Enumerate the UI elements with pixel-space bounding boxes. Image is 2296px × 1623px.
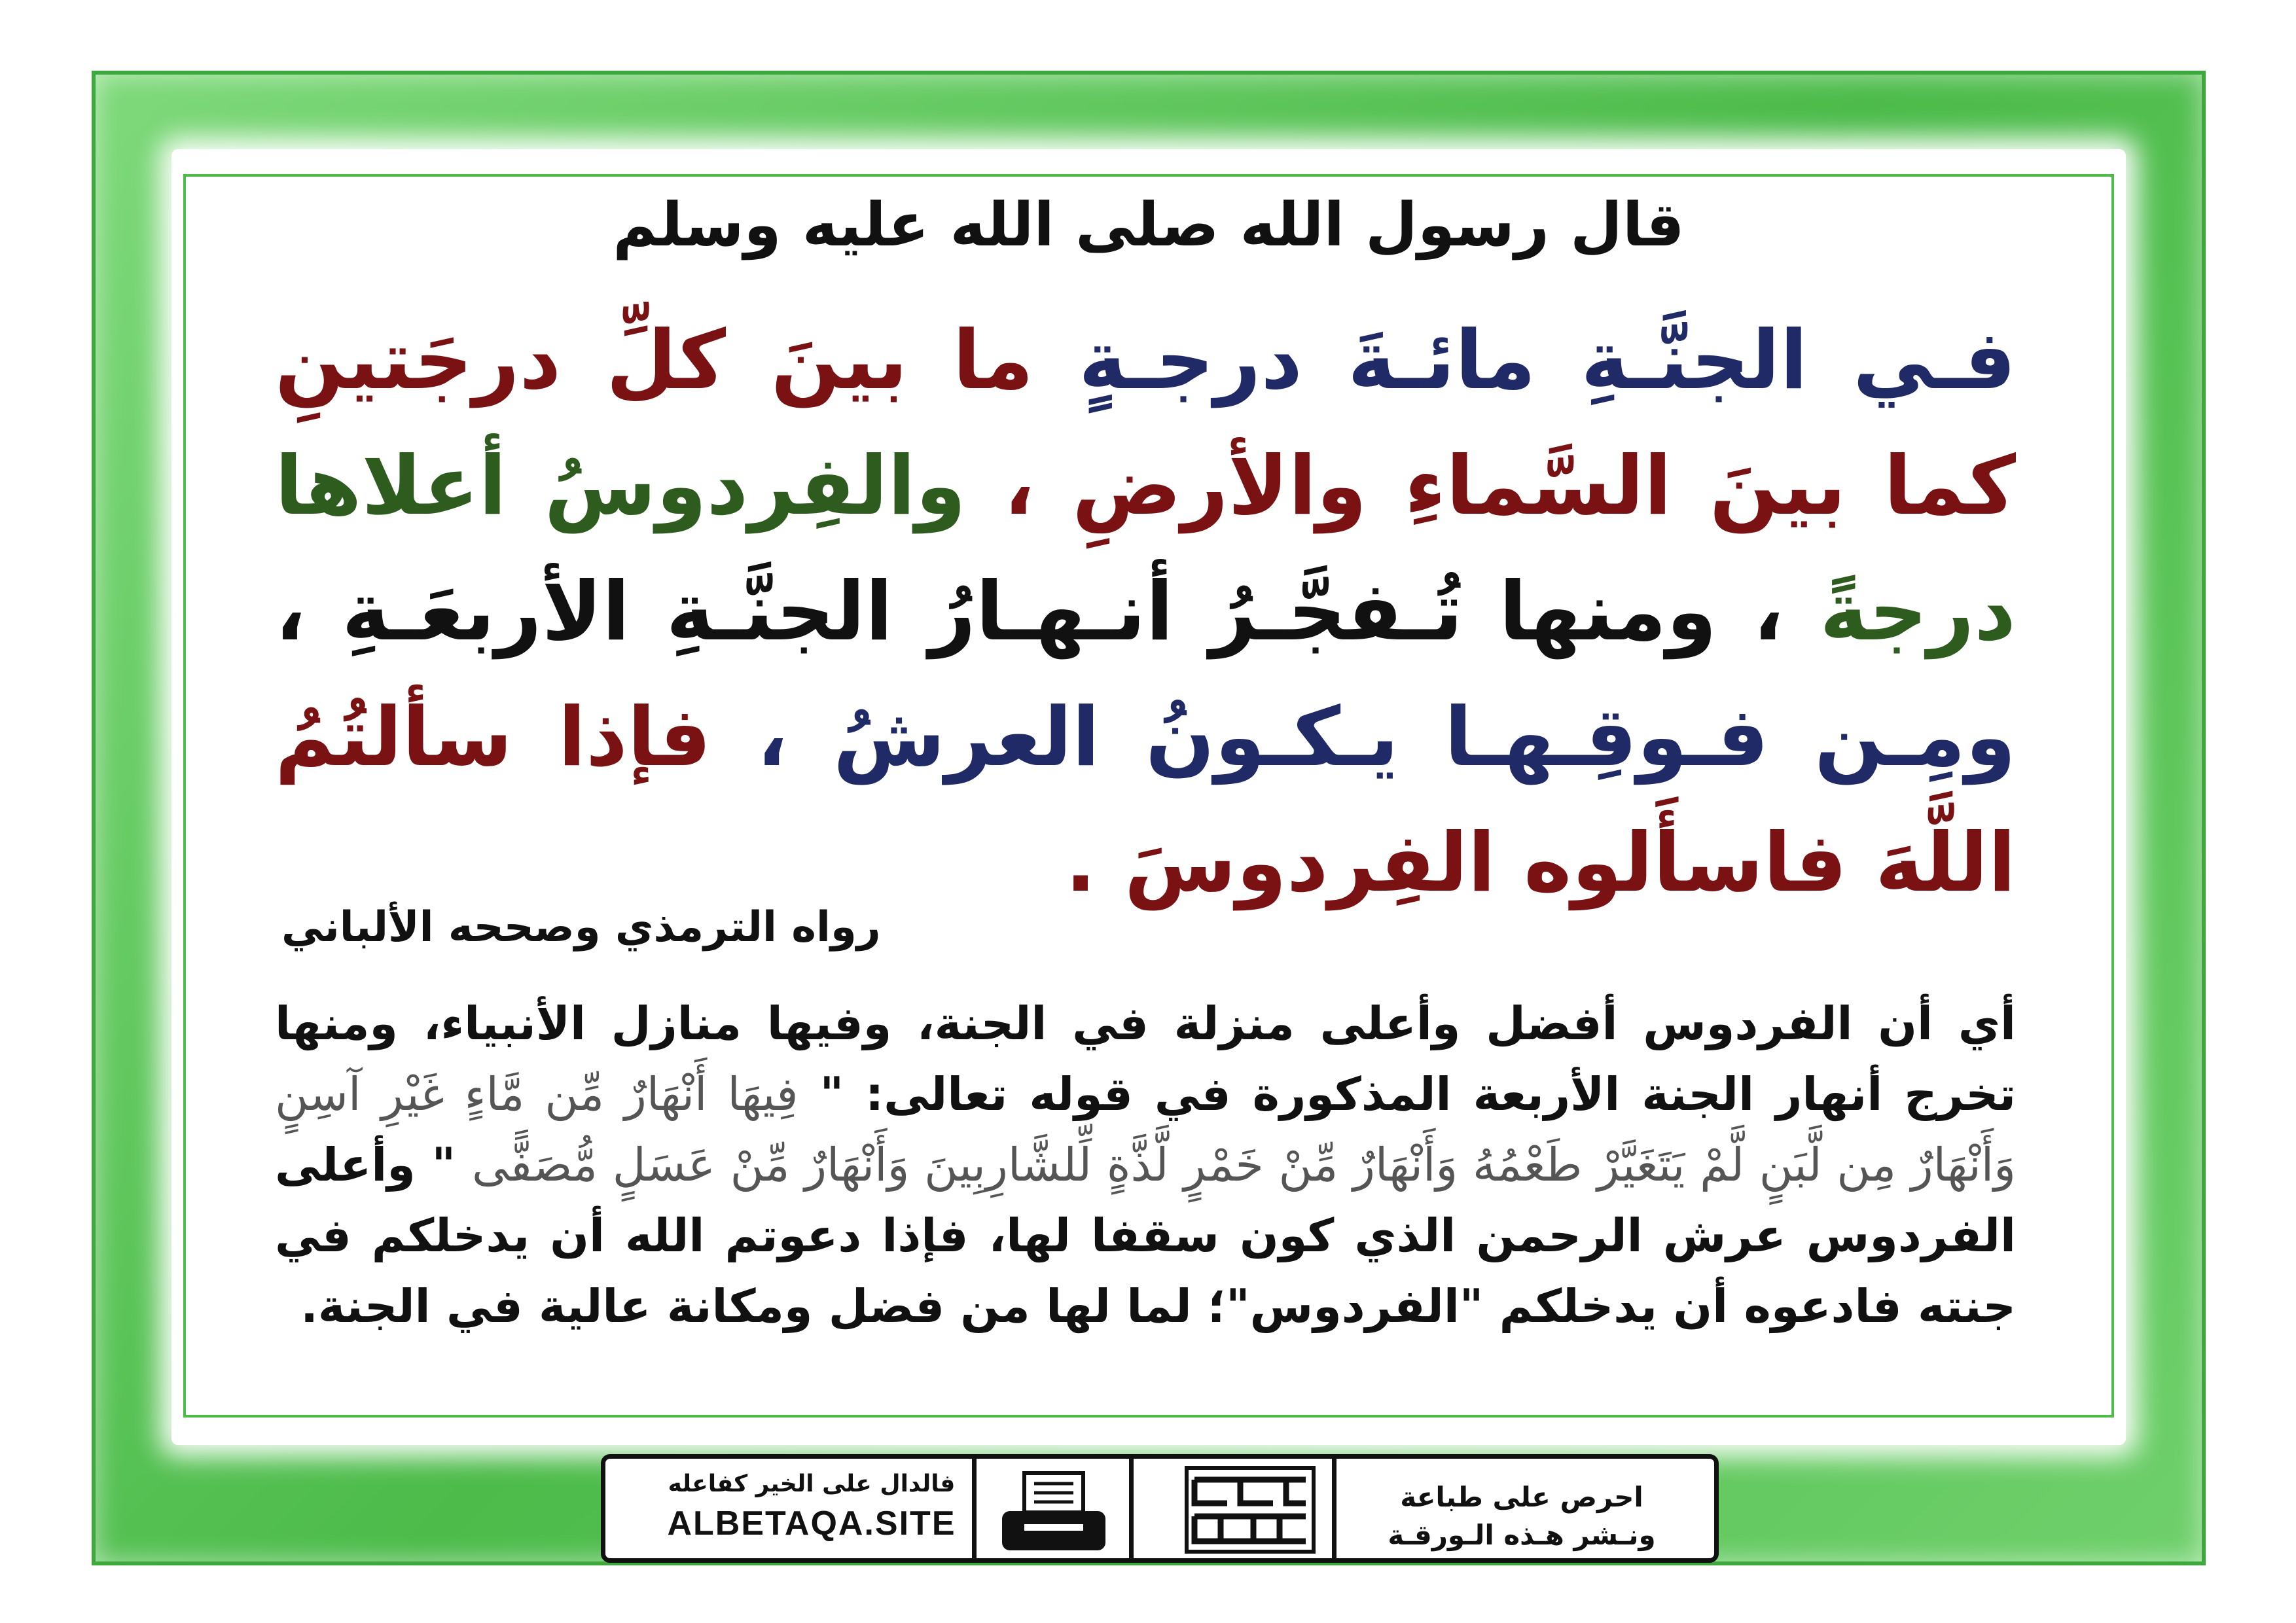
hadith-part-2: ما بينَ كلِّ درجَتينِ كما بينَ <box>275 313 2016 533</box>
footer-divider <box>972 1459 977 1558</box>
hadith-part-8: فإذا سألتُمُ اللَّهَ فاسأَلوه الفِردوسَ . <box>275 690 2016 910</box>
footer-slogan: فالدال على الخير كفاعله <box>668 1471 956 1497</box>
hadith-part-6: ، ومنها تُـفجَّـرُ أنـهـارُ الجنَّـةِ الأربعَـةِ ، <box>275 565 1784 659</box>
explanation-part-2: " وأعلى الفردوس عرش الرحمن الذي كون سقفا لها، فإذا دعوتم الله أن يدخلكم في جنته فادعوه أن يدخلكم "الفردوس"؛ لما لها من فضل ومكانة عالية في الجنة. <box>275 1138 2016 1333</box>
page-heading: قال رسول الله صلى الله عليه وسلم <box>613 190 1685 260</box>
hadith-part-5: درجةً <box>1820 565 2016 659</box>
explanation-text <box>275 988 2016 1342</box>
printer-icon <box>998 1471 1109 1556</box>
hadith-text <box>275 298 2016 926</box>
narration-source: رواه الترمذي وصححه الألباني <box>281 903 881 952</box>
site-link[interactable]: ALBETAQA.SITE <box>667 1505 956 1543</box>
hadith-part-3: السَّماءِ والأرضِ ، <box>1003 439 1672 533</box>
footer-divider <box>1332 1459 1336 1558</box>
print-note-line-2: ونـشر هـذه الـورقـة <box>1388 1519 1656 1551</box>
dawatuna-logo <box>1181 1464 1319 1556</box>
hadith-part-1: فـي الجنَّـةِ مائـةَ درجـةٍ <box>1079 313 2017 408</box>
hadith-part-7: ومِـن فـوقِـهـا يـكـونُ العرشُ ، <box>757 690 2017 785</box>
explanation-part-1: أي أن الفردوس أفضل وأعلى منزلة في الجنة، وفيها منازل الأنبياء، ومنها تخرج أنهار الجنة الأربعة المذكورة في قوله تعالى: " <box>275 997 2017 1121</box>
footer-banner <box>601 1454 1719 1563</box>
footer-divider <box>1129 1459 1134 1558</box>
hadith-part-4: والفِردوسُ أعلاها <box>275 439 966 533</box>
print-note-line-1: احرص على طباعة <box>1400 1481 1643 1513</box>
footer-site-block <box>658 1471 965 1543</box>
quran-verse: فِيهَا أَنْهَارٌ مِّن مَّاءٍ غَيْرِ آسِنٍ وَأَنْهَارٌ مِن لَّبَنٍ لَّمْ يَتَغَيَّرْ طَعْمُهُ وَأَنْهَارٌ مِّنْ خَمْرٍ لَّذَّةٍ لِّلشَّارِبِينَ وَأَنْهَارٌ مِّنْ عَسَلٍ مُّصَفًّى <box>275 1067 2016 1192</box>
footer-print-note <box>1358 1478 1685 1554</box>
